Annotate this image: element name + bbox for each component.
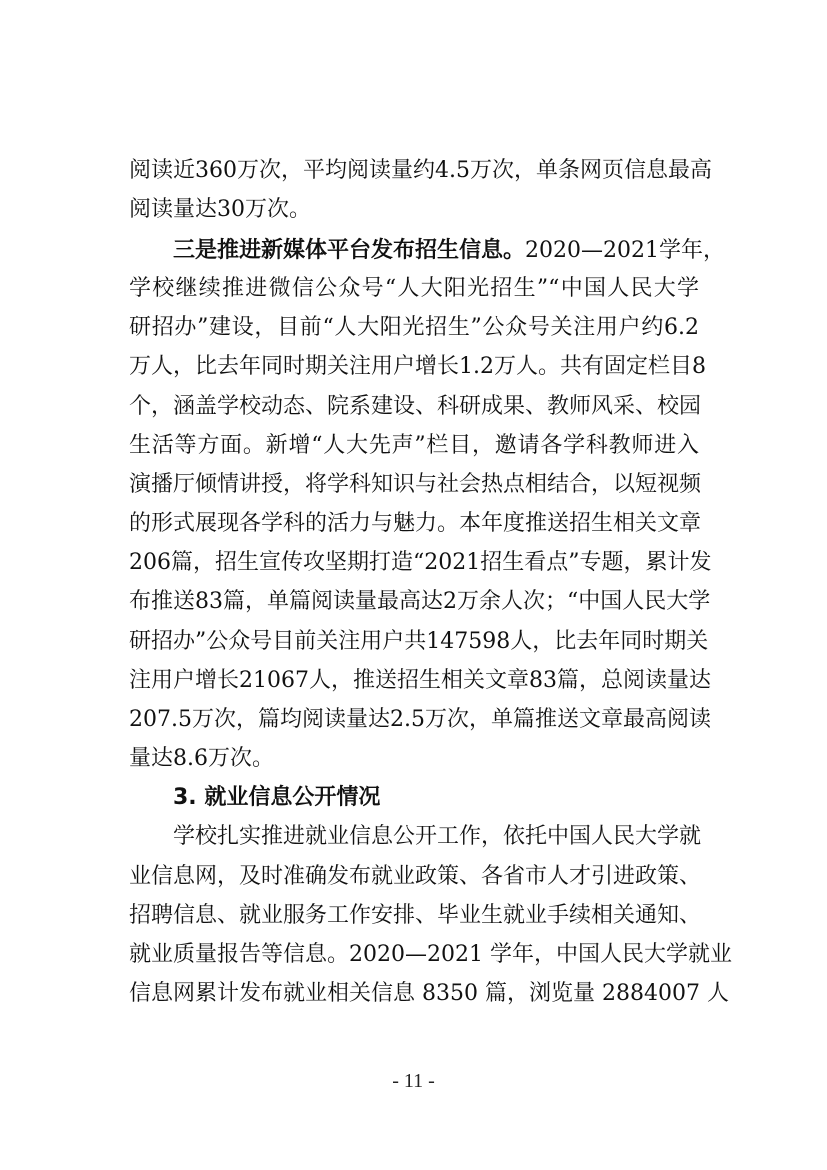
paragraph-line: 的形式展现各学科的活力与魅力。本年度推送招生相关文章	[129, 511, 702, 536]
paragraph-lead-bold: 三是推进新媒体平台发布招生信息。	[173, 237, 526, 263]
paragraph-lead-rest: 2020—2021学年，	[525, 238, 725, 263]
paragraph-line: 研招办”公众号目前关注用户共147598人，比去年同时期关	[129, 629, 709, 654]
section-heading: 3. 就业信息公开情况	[173, 785, 381, 810]
paragraph-line: 207.5万次，篇均阅读量达2.5万次，单篇推送文章最高阅读	[129, 707, 711, 732]
paragraph-line: 研招办”建设，目前“人大阳光招生”公众号关注用户约6.2	[129, 315, 699, 340]
paragraph-line: 量达8.6万次。	[129, 746, 274, 771]
paragraph-line: 万人，比去年同时期关注用户增长1.2万人。共有固定栏目8	[129, 354, 706, 379]
paragraph-line: 业信息网，及时准确发布就业政策、各省市人才引进政策、	[129, 864, 702, 889]
paragraph-line: 就业质量报告等信息。2020—2021 学年，中国人民大学就业	[129, 942, 732, 967]
paragraph-line: 阅读近360万次，平均阅读量约4.5万次，单条网页信息最高	[129, 158, 712, 183]
paragraph-first-line: 学校扎实推进就业信息公开工作，依托中国人民大学就	[173, 824, 702, 849]
paragraph-line: 招聘信息、就业服务工作安排、毕业生就业手续相关通知、	[129, 903, 702, 928]
paragraph-line: 生活等方面。新增“人大先声”栏目，邀请各学科教师进入	[129, 433, 699, 458]
paragraph-line: 个，涵盖学校动态、院系建设、科研成果、教师风采、校园	[129, 394, 702, 419]
paragraph-first-line	[173, 235, 725, 265]
page-number: - 11 -	[392, 1070, 435, 1092]
paragraph-line: 学校继续推进微信公众号“人大阳光招生”“中国人民大学	[129, 276, 699, 301]
paragraph-line: 206篇，招生宣传攻坚期打造“2021招生看点”专题，累计发	[129, 550, 712, 575]
paragraph-line: 信息网累计发布就业相关信息 8350 篇，浏览量 2884007 人	[129, 981, 729, 1006]
paragraph-line: 注用户增长21067人，推送招生相关文章83篇，总阅读量达	[129, 668, 711, 693]
paragraph-line: 布推送83篇，单篇阅读量最高达2万余人次；“中国人民大学	[129, 589, 711, 614]
paragraph-line: 演播厅倾情讲授，将学科知识与社会热点相结合，以短视频	[129, 472, 702, 497]
paragraph-line: 阅读量达30万次。	[129, 197, 311, 222]
